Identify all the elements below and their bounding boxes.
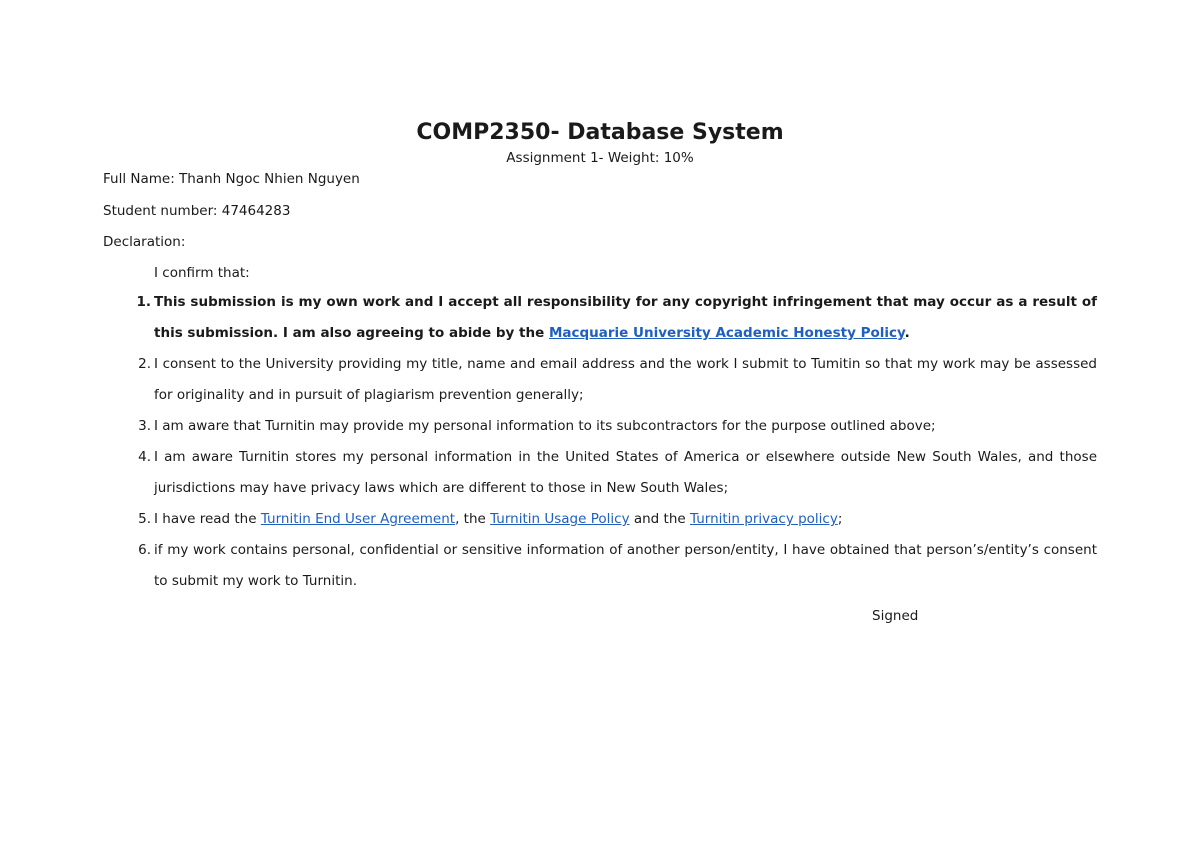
- item-text: I am aware Turnitin stores my personal information in the United States of America or elsewhere outside New South Wales, and those jurisdictions may have privacy laws which are different to those in New South Wales;: [154, 449, 1097, 496]
- item-text: [154, 504, 1097, 535]
- document-title: COMP2350- Database System: [416, 120, 784, 145]
- item-number: 2.: [138, 356, 151, 372]
- confirm-text: I confirm that:: [154, 265, 250, 281]
- declaration-item-2: [103, 349, 1097, 411]
- item-text-part: This submission is my own work and I accept all responsibility for any copyright infringement that may occur as a result of this submission. I am also agreeing to abide by the: [154, 294, 1097, 341]
- turnitin-end-user-agreement-link[interactable]: Turnitin End User Agreement: [260, 511, 456, 527]
- signed-label: Signed: [872, 608, 919, 624]
- item-text-part: , the: [455, 511, 491, 527]
- item-number: 4.: [138, 449, 151, 465]
- student-number-line: Student number: 47464283: [103, 203, 291, 219]
- item-number: 3.: [138, 418, 151, 434]
- assignment-subtitle: Assignment 1- Weight: 10%: [506, 150, 694, 166]
- declaration-item-4: [103, 442, 1097, 504]
- declaration-list: [103, 287, 1097, 597]
- item-text-part: ;: [837, 511, 843, 527]
- turnitin-usage-policy-link[interactable]: Turnitin Usage Policy: [490, 511, 630, 527]
- item-text: [154, 287, 1097, 349]
- full-name-line: Full Name: Thanh Ngoc Nhien Nguyen: [103, 171, 360, 187]
- item-number: 6.: [138, 542, 151, 558]
- item-number: 1.: [136, 294, 151, 310]
- declaration-item-1: [103, 287, 1097, 349]
- declaration-item-6: [103, 535, 1097, 597]
- item-text-part: I have read the: [154, 511, 261, 527]
- academic-honesty-policy-link[interactable]: Macquarie University Academic Honesty Policy: [548, 325, 905, 341]
- item-text-part: and the: [629, 511, 690, 527]
- item-text: if my work contains personal, confidential or sensitive information of another person/entity, I have obtained that person’s/entity’s consent to submit my work to Turnitin.: [154, 542, 1097, 589]
- turnitin-privacy-policy-link[interactable]: Turnitin privacy policy: [690, 511, 838, 527]
- item-text-part: .: [904, 325, 910, 341]
- item-text: I consent to the University providing my title, name and email address and the work I submit to Tumitin so that my work may be assessed for originality and in pursuit of plagiarism prevention generally;: [154, 356, 1097, 403]
- declaration-item-5: [103, 504, 1097, 535]
- item-number: 5.: [138, 511, 151, 527]
- item-text: I am aware that Turnitin may provide my personal information to its subcontractors for the purpose outlined above;: [154, 418, 936, 434]
- declaration-label: Declaration:: [103, 234, 186, 250]
- declaration-item-3: [103, 411, 1097, 442]
